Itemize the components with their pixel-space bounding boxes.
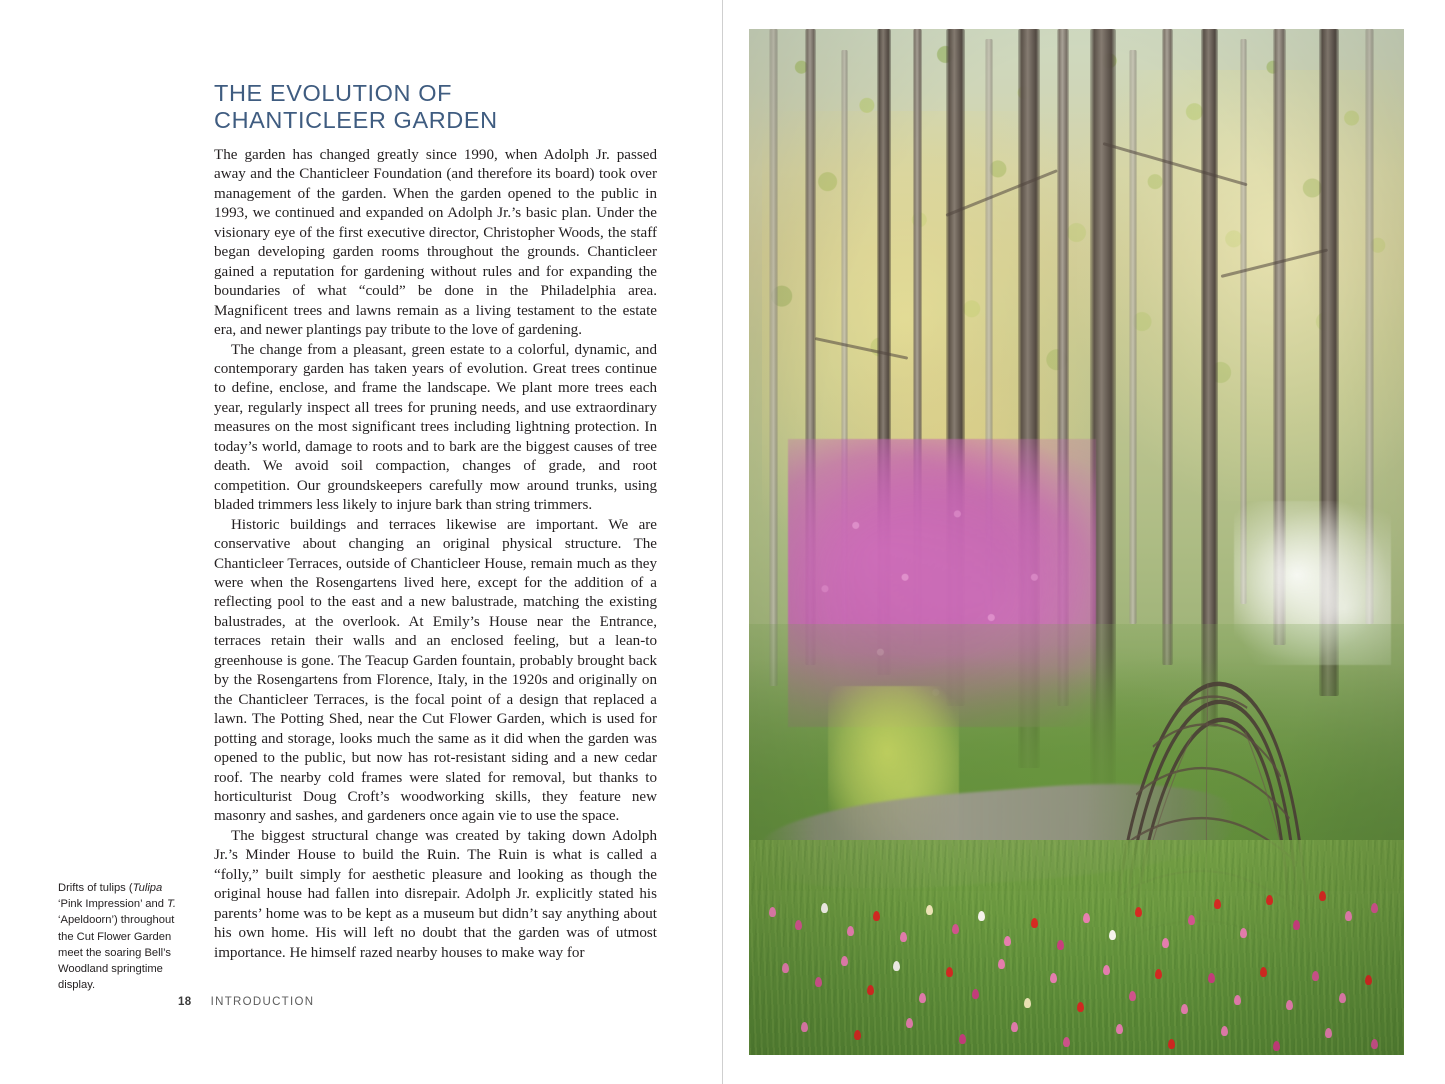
tulip (972, 989, 979, 999)
tulip (1260, 967, 1267, 977)
photo-composition (749, 29, 1404, 1055)
tulip (959, 1034, 966, 1044)
tulip (1063, 1037, 1070, 1047)
tulip (769, 907, 776, 917)
tulip (847, 926, 854, 936)
photo-tulip-drifts (749, 850, 1404, 1055)
folio-page-number: 18 (178, 996, 192, 1008)
photo-tree-trunk (769, 29, 778, 686)
photo-tree-trunk (1162, 29, 1173, 665)
page-title-line-2: CHANTICLEER GARDEN (214, 107, 498, 133)
photo-tree-trunk (1129, 50, 1137, 625)
tulip (1371, 1039, 1378, 1049)
tulip (1011, 1022, 1018, 1032)
tulip (1031, 918, 1038, 928)
tulip (1135, 907, 1142, 917)
body-text-column (214, 146, 657, 963)
caption-italic-genus: Tulipa (132, 882, 163, 894)
tulip (1168, 1039, 1175, 1049)
tulip (1050, 973, 1057, 983)
tulip (893, 961, 900, 971)
body-paragraph-1: The garden has changed greatly since 1990, when Adolph Jr. passed away and the Chanticleer Foundation (and therefore its board) took over management of the garden. When the garden opened to the public in 1993, we continued and expanded on Adolph Jr.’s basic plan. Under the visionary eye of the first executive director, Christopher Woods, the staff began developing garden rooms throughout the grounds. Chanticleer gained a reputation for gardening without rules and for expanding the boundaries of what “could” be done in the Philadelphia area. Magnificent trees and lawns remain as a living testament to the estate era, and newer plantings pay tribute to the love of gardening. (214, 147, 657, 339)
tulip (1024, 998, 1031, 1008)
tulip (1162, 938, 1169, 948)
tulip (1208, 973, 1215, 983)
tulip (873, 911, 880, 921)
tulip (919, 993, 926, 1003)
tulip (998, 959, 1005, 969)
tulip (1109, 930, 1116, 940)
caption-part-2: ‘Pink Impression’ and (58, 898, 168, 911)
tulip (795, 920, 802, 930)
tulip (1181, 1004, 1188, 1014)
tulip (1221, 1026, 1228, 1036)
page-title-line-1: THE EVOLUTION OF (214, 80, 453, 106)
tulip (1293, 920, 1300, 930)
tulip (1214, 899, 1221, 909)
body-paragraph-2: The change from a pleasant, green estate to a colorful, dynamic, and contemporary garden has taken years of evolution. Great trees continue to define, enclose, and frame the landscape. We plant more trees each year, regularly inspect all trees for pruning needs, and use extraordinary measures on the most significant trees including lightning protection. In today’s world, damage to roots and to bark are the biggest causes of tree death. We avoid soil compaction, changes of grade, and root competition. Our groundskeepers carefully mow around trunks, using bladed trimmers less likely to injure bark than string trimmers. (214, 341, 657, 514)
tulip (1103, 965, 1110, 975)
photo-caption (58, 880, 188, 993)
tulip (1273, 1041, 1280, 1051)
folio (178, 996, 314, 1008)
tulip (946, 967, 953, 977)
tulip (952, 924, 959, 934)
tulip (926, 905, 933, 915)
right-page (722, 0, 1445, 1084)
left-page (0, 0, 722, 1084)
tulip (906, 1018, 913, 1028)
tulip (1083, 913, 1090, 923)
spread-gutter (722, 0, 723, 1084)
body-paragraph-4: The biggest structural change was created by taking down Adolph Jr.’s Minder House to build the Ruin. The Ruin is what is called a “folly,” built simply for aesthetic pleasure and looking as though the original house had fallen into disrepair. Adolph Jr. explicitly stated his parents’ home was to be kept as a museum but didn’t say anything about his own home. His will left no doubt that the garden was of utmost importance. He himself razed nearby houses to make way for (214, 827, 657, 961)
tulip (1129, 991, 1136, 1001)
tulip (1155, 969, 1162, 979)
tulip (1234, 995, 1241, 1005)
tulip (1116, 1024, 1123, 1034)
tulip (1240, 928, 1247, 938)
tulip (1286, 1000, 1293, 1010)
folio-section-label: INTRODUCTION (210, 996, 315, 1008)
tulip (1325, 1028, 1332, 1038)
tulip (821, 903, 828, 913)
tulip (1057, 940, 1064, 950)
page-title (214, 80, 664, 134)
tulip (841, 956, 848, 966)
body-paragraph-3: Historic buildings and terraces likewise are important. We are conservative about changing an original physical structure. The Chanticleer Terraces, outside of Chanticleer House, remain much as they were when the Rosengartens lived here, except for the addition of a reflecting pool to the east and a new balustrade, matching the existing balustrades, at the overlook. At Emily’s House near the Entrance, terraces retain their walls and an enclosed feeling, but a lean-to greenhouse is gone. The Teacup Garden fountain, probably brought back by the Rosengartens from Florence, Italy, in the 1920s and originally on the Chanticleer Terraces, is the focal point of a design that replaced a lawn. The Potting Shed, near the Cut Flower Garden, which is used for potting and storage, looks much the same as it did when the garden was opened to the public, but now has rot-resistant siding and a new cedar roof. The nearby cold frames were slated for removal, but thanks to horticulturist Doug Croft’s woodworking skills, they feature new masonry and sashes, and gardeners once again vie to use the space. (214, 516, 657, 825)
tulip (1319, 891, 1326, 901)
tulip (1004, 936, 1011, 946)
tulip (1266, 895, 1273, 905)
tulip (867, 985, 874, 995)
tulip (978, 911, 985, 921)
tulip (1365, 975, 1372, 985)
tulip (1339, 993, 1346, 1003)
tulip (1345, 911, 1352, 921)
tulip (1077, 1002, 1084, 1012)
tulip (801, 1022, 808, 1032)
tulip (782, 963, 789, 973)
tulip (1188, 915, 1195, 925)
photo-tree-trunk (1201, 29, 1218, 727)
tulip (1312, 971, 1319, 981)
tulip (1371, 903, 1378, 913)
caption-italic-abbrev: T. (167, 898, 176, 911)
tulip (900, 932, 907, 942)
caption-part-3: ‘Apeldoorn’) throughout the Cut Flower Garden meet the soaring Bell’s Woodland springtime display. (58, 914, 175, 992)
garden-photograph (749, 29, 1404, 1055)
tulip (815, 977, 822, 987)
tulip (854, 1030, 861, 1040)
caption-part-1: Drifts of tulips ( (58, 882, 133, 894)
